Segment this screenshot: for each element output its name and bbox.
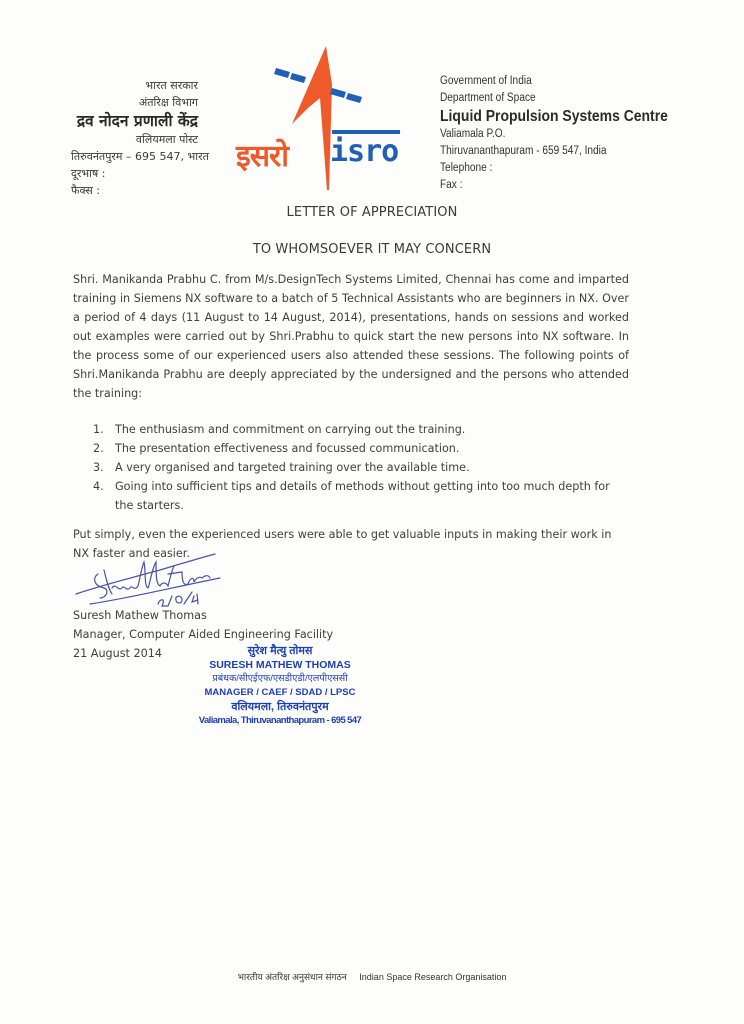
- signer-name: Suresh Mathew Thomas: [73, 609, 207, 622]
- english-post-line: Valiamala P.O.: [440, 128, 506, 140]
- handwritten-signature: [70, 548, 250, 610]
- footer-english: Indian Space Research Organisation: [359, 972, 507, 982]
- list-item: [93, 420, 629, 439]
- isro-logo: [232, 44, 412, 194]
- list-item-text: The enthusiasm and commitment on carrying out the training.: [115, 423, 466, 436]
- letterhead-hindi: [77, 77, 198, 148]
- document-salutation: TO WHOMSOEVER IT MAY CONCERN: [252, 242, 492, 257]
- list-item: [93, 477, 629, 515]
- list-item: [93, 439, 629, 458]
- list-item: [93, 458, 629, 477]
- letterhead-hindi-contact: [71, 148, 209, 199]
- hindi-post-line: वलियमला पोस्ट: [135, 133, 198, 146]
- paragraph-text: Shri. Manikanda Prabhu C. from M/s.DesignTech Systems Limited, Chennai has come and imparted training in Siemens NX software to a batch of 5 Technical Assistants who are beginners in NX. Over a period of 4 days (11 August to 14 August, 2014), presentations, hands on sessions and worked out examples were carried out by Shri.Prabhu to quick start the new persons into NX software. In the process some of our experienced users also attended these sessions. The following points of Shri.Manikanda Prabhu are deeply appreciated by the undersigned and the persons who attended the training:: [73, 273, 629, 400]
- signature-icon: [70, 548, 250, 610]
- english-fax-label: Fax :: [440, 179, 463, 191]
- list-item-text: A very organised and targeted training over the available time.: [115, 461, 470, 474]
- stamp-designation-hindi: प्रबंधक/सीएईएफ/एसडीएडी/एलपीएससी: [212, 673, 348, 684]
- letter-date: 21 August 2014: [73, 647, 162, 660]
- hindi-address: तिरुवनंतपुरम – 695 547, भारत: [71, 150, 209, 163]
- list-item-number: 2.: [93, 442, 104, 455]
- stamp-designation-english: MANAGER / CAEF / SDAD / LPSC: [204, 687, 356, 698]
- english-address: Thiruvananthapuram - 659 547, India: [440, 145, 607, 157]
- list-item-text: The presentation effectiveness and focussed communication.: [115, 442, 460, 455]
- list-item-number: 1.: [93, 423, 104, 436]
- list-item-text: Going into sufficient tips and details of methods without getting into too much depth for the starters.: [115, 480, 610, 512]
- hindi-fax-label: फैक्स :: [71, 184, 101, 197]
- english-govt-line: Government of India: [440, 75, 532, 87]
- english-org-name: Liquid Propulsion Systems Centre: [440, 108, 668, 125]
- list-item-number: 3.: [93, 461, 104, 474]
- document-title: LETTER OF APPRECIATION: [286, 205, 458, 220]
- hindi-telephone-label: दूरभाष :: [71, 167, 106, 180]
- stamp-name-english: SURESH MATHEW THOMAS: [209, 659, 351, 671]
- stamp-name-hindi: सुरेश मैत्यु तोमस: [247, 645, 313, 657]
- english-dept-line: Department of Space: [440, 92, 536, 104]
- hindi-dept-line: अंतरिक्ष विभाग: [138, 96, 198, 109]
- paragraph-text: Put simply, even the experienced users were able to get valuable inputs in making their work in NX faster and easier.: [73, 528, 612, 560]
- logo-english-text: isro: [330, 134, 399, 169]
- stamp-place-hindi: वलियमला, तिरुवनंतपुरम: [231, 701, 329, 713]
- body-paragraph-1: [73, 270, 629, 403]
- official-stamp: [180, 644, 380, 728]
- signer-designation: Manager, Computer Aided Engineering Facility: [73, 628, 334, 641]
- page-footer: [0, 970, 744, 983]
- letterhead-english: [440, 73, 693, 194]
- english-telephone-label: Telephone :: [440, 162, 493, 174]
- list-item-number: 4.: [93, 480, 104, 493]
- appreciation-points-list: [93, 420, 629, 515]
- logo-hindi-text: इसरो: [236, 139, 289, 174]
- hindi-govt-line: भारत सरकार: [145, 79, 198, 92]
- stamp-place-english: Valiamala, Thiruvananthapuram - 695 547: [198, 715, 362, 726]
- footer-hindi: भारतीय अंतरिक्ष अनुसंधान संगठन: [237, 972, 347, 982]
- hindi-org-name: द्रव नोदन प्रणाली केंद्र: [76, 112, 198, 130]
